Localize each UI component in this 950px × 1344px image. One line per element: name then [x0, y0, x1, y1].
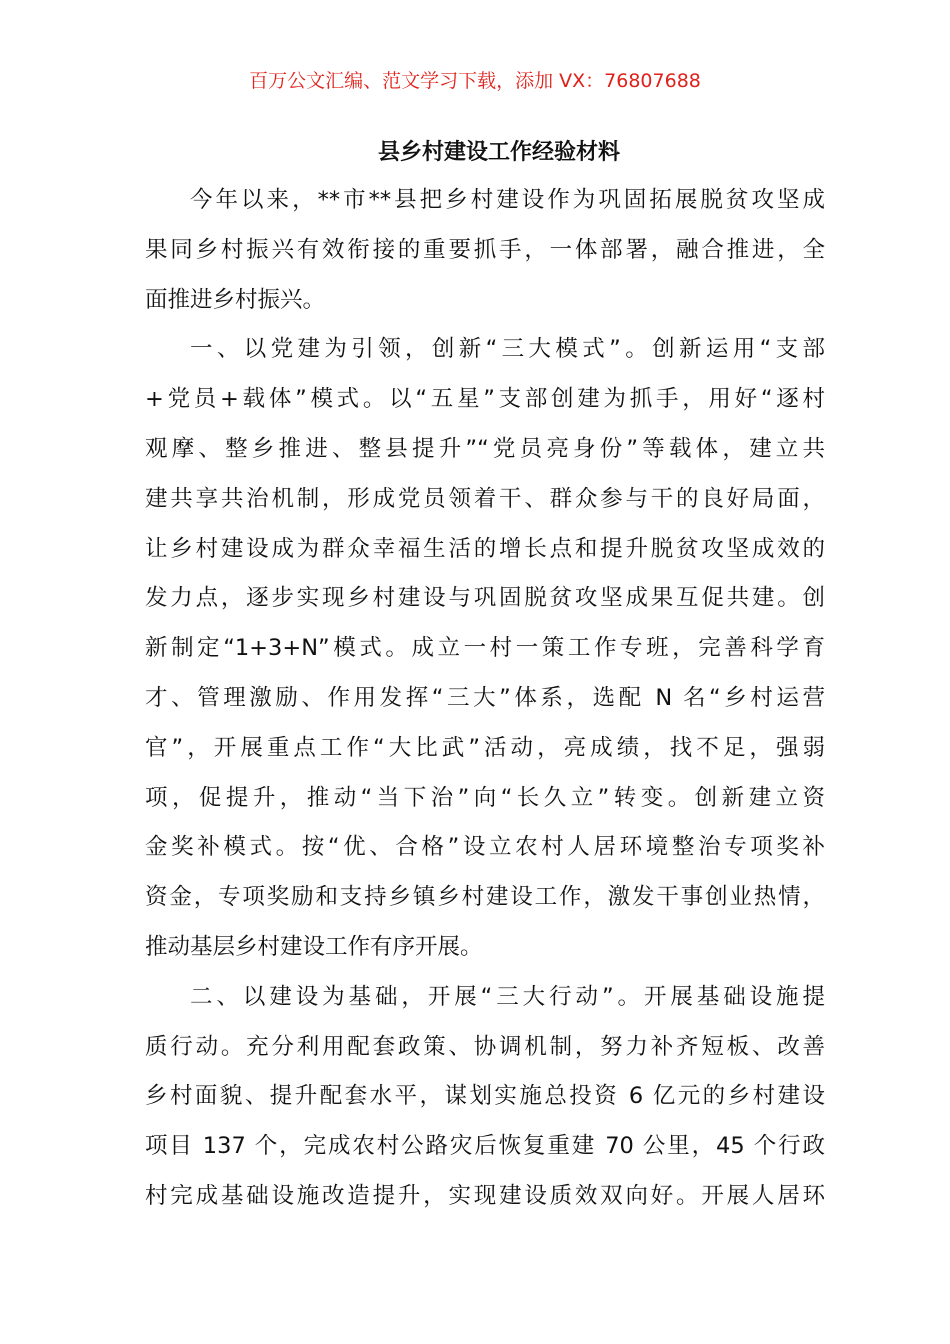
text-line: 果同乡村振兴有效衔接的重要抓手，一体部署，融合推进，全 — [145, 236, 825, 263]
text-line: 才、管理激励、作用发挥“三大”体系，选配 N 名“乡村运营 — [145, 684, 825, 711]
paragraph-intro — [145, 176, 825, 325]
text-line: 项目 137 个，完成农村公路灾后恢复重建 70 公里，45 个行政 — [145, 1133, 825, 1160]
text-line: 面推进乡村振兴。 — [145, 286, 326, 313]
document-body — [145, 176, 825, 1222]
paragraph-section-two — [145, 973, 825, 1222]
text-line: 建共享共治机制，形成党员领着干、群众参与干的良好局面， — [145, 485, 825, 512]
document-title: 县乡村建设工作经验材料 — [377, 140, 620, 165]
paragraph-section-one — [145, 325, 825, 972]
text-line: 二、以建设为基础，开展“三大行动”。开展基础设施提 — [190, 983, 825, 1010]
text-line: 官”，开展重点工作“大比武”活动，亮成绩，找不足，强弱 — [145, 734, 825, 761]
text-line: 观摩、整乡推进、整县提升”“党员亮身份”等载体，建立共 — [145, 435, 825, 462]
text-line: 推动基层乡村建设工作有序开展。 — [145, 933, 483, 960]
text-line: 资金，专项奖励和支持乡镇乡村建设工作，激发干事创业热情， — [145, 884, 825, 911]
text-line: +党员+载体”模式。以“五星”支部创建为抓手，用好“逐村 — [145, 386, 825, 413]
text-line: 发力点，逐步实现乡村建设与巩固脱贫攻坚成果互促共建。创 — [145, 585, 825, 612]
text-line: 一、以党建为引领，创新“三大模式”。创新运用“支部 — [190, 336, 825, 363]
text-line: 乡村面貌、提升配套水平，谋划实施总投资 6 亿元的乡村建设 — [145, 1083, 825, 1110]
text-line: 村完成基础设施改造提升，实现建设质效双向好。开展人居环 — [145, 1182, 825, 1209]
text-line: 金奖补模式。按“优、合格”设立农村人居环境整治专项奖补 — [145, 834, 825, 861]
text-line: 今年以来，**市**县把乡村建设作为巩固拓展脱贫攻坚成 — [190, 187, 825, 213]
text-line: 质行动。充分利用配套政策、协调机制，努力补齐短板、改善 — [145, 1033, 825, 1060]
text-line: 项，促提升，推动“当下治”向“长久立”转变。创新建立资 — [145, 784, 825, 811]
text-line: 新制定“1+3+N”模式。成立一村一策工作专班，完善科学育 — [145, 635, 825, 662]
text-line: 让乡村建设成为群众幸福生活的增长点和提升脱贫攻坚成效的 — [145, 535, 825, 562]
header-promo-note: 百万公文汇编、范文学习下载，添加 VX：76807688 — [249, 70, 701, 92]
